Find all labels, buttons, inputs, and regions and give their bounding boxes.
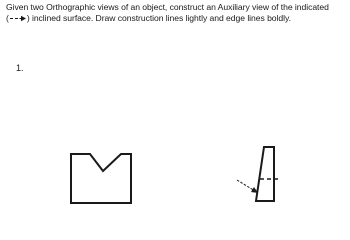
problem-number: 1. — [16, 63, 24, 73]
open-paren: ( — [6, 13, 9, 23]
instructions-line-1: Given two Orthographic views of an object, construct an Auxiliary view of the indicated — [6, 2, 329, 12]
side-view — [256, 147, 278, 201]
inclined-surface-arrow-icon — [237, 180, 258, 193]
side-view-outline — [256, 147, 274, 201]
instructions-line-2-text: ) inclined surface. Draw construction lines lightly and edge lines boldly. — [26, 13, 291, 23]
front-view — [71, 154, 131, 203]
